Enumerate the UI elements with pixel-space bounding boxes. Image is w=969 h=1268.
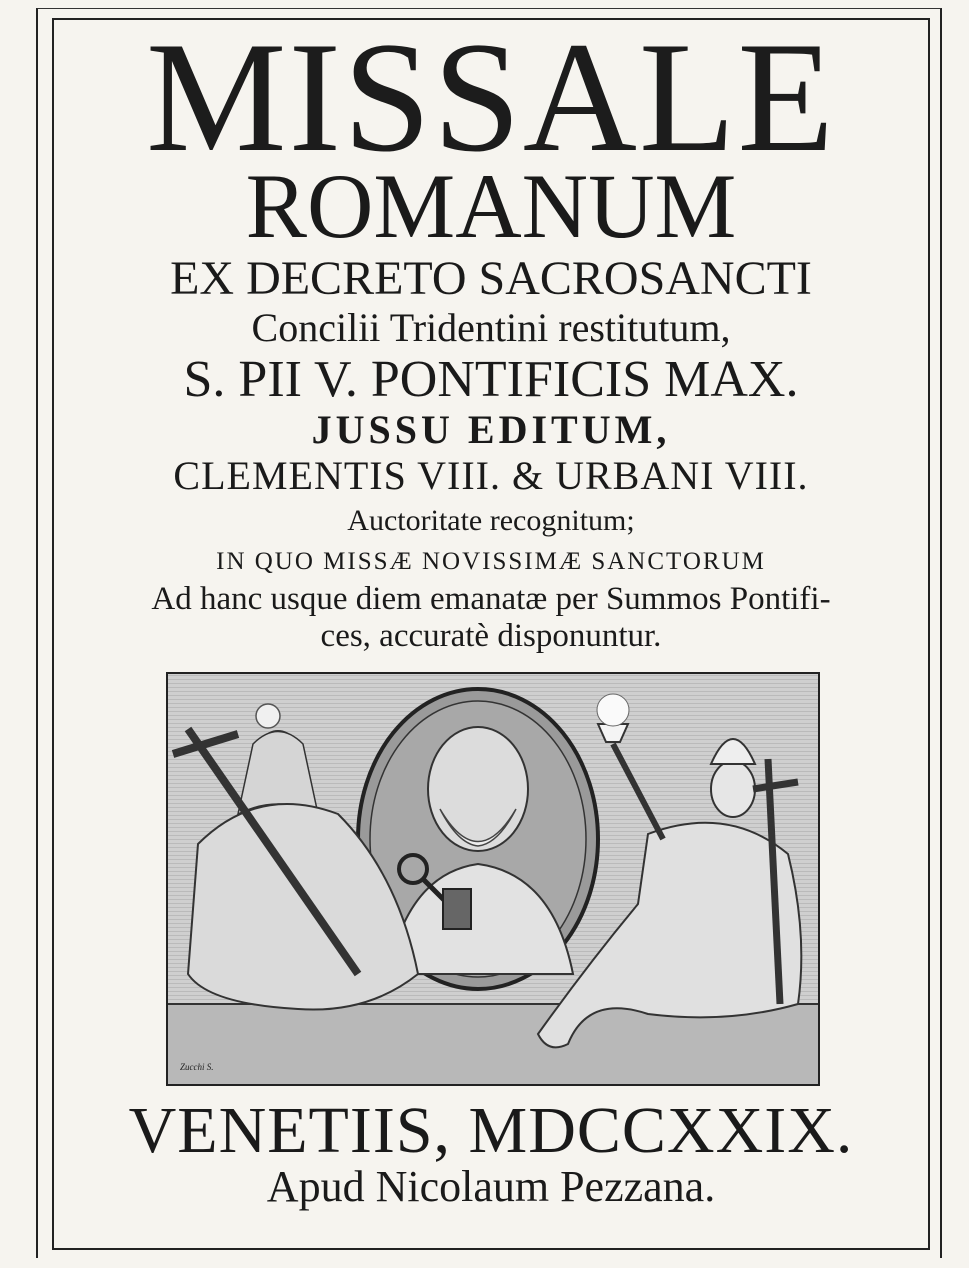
title-missale: MISSALE	[146, 10, 836, 185]
church-head	[711, 761, 755, 817]
imprint-place-date: VENETIIS, MDCCXXIX.	[128, 1094, 854, 1167]
subtitle-ces: ces, accuratè disponuntur.	[320, 618, 662, 654]
subtitle-pius: S. PII V. PONTIFICIS MAX.	[183, 351, 799, 408]
church-tiara	[711, 739, 755, 764]
church-cross-bar	[753, 782, 798, 789]
engraving-art	[168, 674, 818, 1084]
title-romanum: ROMANUM	[245, 155, 737, 257]
imprint-printer: Apud Nicolaum Pezzana.	[266, 1162, 716, 1211]
subtitle-ad-hanc: Ad hanc usque diem emanatæ per Summos Pontifi-	[151, 581, 831, 617]
sun-symbol	[256, 704, 280, 728]
chalice	[598, 724, 628, 742]
engraving-illustration	[166, 672, 820, 1086]
subtitle-auctoritate: Auctoritate recognitum;	[347, 504, 635, 537]
faith-veil	[238, 732, 318, 815]
subtitle-jussu: JUSSU EDITUM,	[311, 407, 671, 452]
subtitle-in-quo: IN QUO MISSÆ NOVISSIMÆ SANCTORUM	[216, 548, 766, 575]
subtitle-clement-urban: CLEMENTIS VIII. & URBANI VIII.	[173, 453, 809, 498]
key-bit	[443, 889, 471, 929]
church-arm	[613, 744, 663, 839]
subtitle-council: Concilii Tridentini restitutum,	[251, 305, 731, 350]
chalice-glory	[597, 694, 629, 726]
peter-head	[428, 727, 528, 851]
engraver-signature: Zucchi S.	[180, 1062, 214, 1072]
subtitle-decree: EX DECRETO SACROSANCTI	[170, 252, 812, 305]
